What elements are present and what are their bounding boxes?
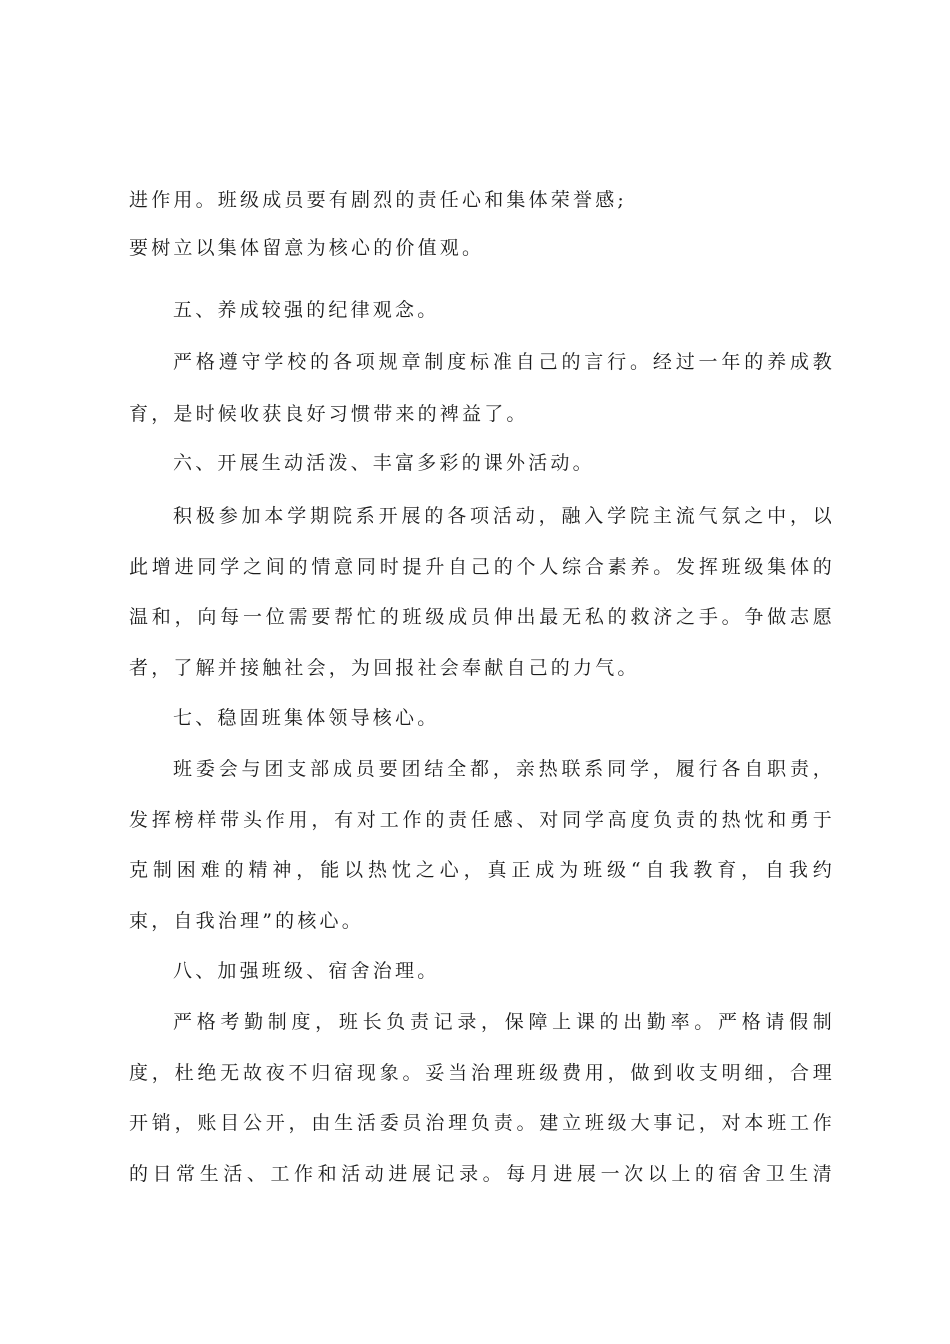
- section-heading: 七、稳固班集体领导核心。: [173, 707, 440, 729]
- text-line: 束，自我治理”的核心。: [129, 910, 364, 932]
- text-line: 者，了解并接触社会，为回报社会奉献自己的力气。: [129, 657, 640, 679]
- text-line: 要树立以集体留意为核心的价值观。: [129, 237, 485, 259]
- text-line: 克制困难的精神，能以热忱之心，真正成为班级“自我教育，自我约: [129, 859, 835, 881]
- text-line: 温和，向每一位需要帮忙的班级成员伸出最无私的救济之手。争做志愿: [129, 606, 835, 628]
- text-line: 的日常生活、工作和活动进展记录。每月进展一次以上的宿舍卫生清: [129, 1163, 835, 1185]
- text-line: 度，杜绝无故夜不归宿现象。妥当治理班级费用，做到收支明细，合理: [129, 1062, 835, 1084]
- section-heading: 六、开展生动活泼、丰富多彩的课外活动。: [173, 452, 595, 474]
- text-line: 班委会与团支部成员要团结全都，亲热联系同学，履行各自职责，: [173, 758, 835, 780]
- text-line: 育，是时候收获良好习惯带来的裨益了。: [129, 403, 529, 425]
- text-line: 严格遵守学校的各项规章制度标准自己的言行。经过一年的养成教: [173, 351, 835, 373]
- section-heading: 五、养成较强的纪律观念。: [173, 299, 440, 321]
- text-line: 进作用。班级成员要有剧烈的责任心和集体荣誉感;: [129, 189, 628, 211]
- text-line: 积极参加本学期院系开展的各项活动，融入学院主流气氛之中，以: [173, 505, 835, 527]
- text-line: 开销，账目公开，由生活委员治理负责。建立班级大事记，对本班工作: [129, 1112, 835, 1134]
- text-line: 严格考勤制度，班长负责记录，保障上课的出勤率。严格请假制: [173, 1011, 835, 1033]
- section-heading: 八、加强班级、宿舍治理。: [173, 960, 440, 982]
- text-line: 发挥榜样带头作用，有对工作的责任感、对同学高度负责的热忱和勇于: [129, 809, 835, 831]
- text-line: 此增进同学之间的情意同时提升自己的个人综合素养。发挥班级集体的: [129, 556, 835, 578]
